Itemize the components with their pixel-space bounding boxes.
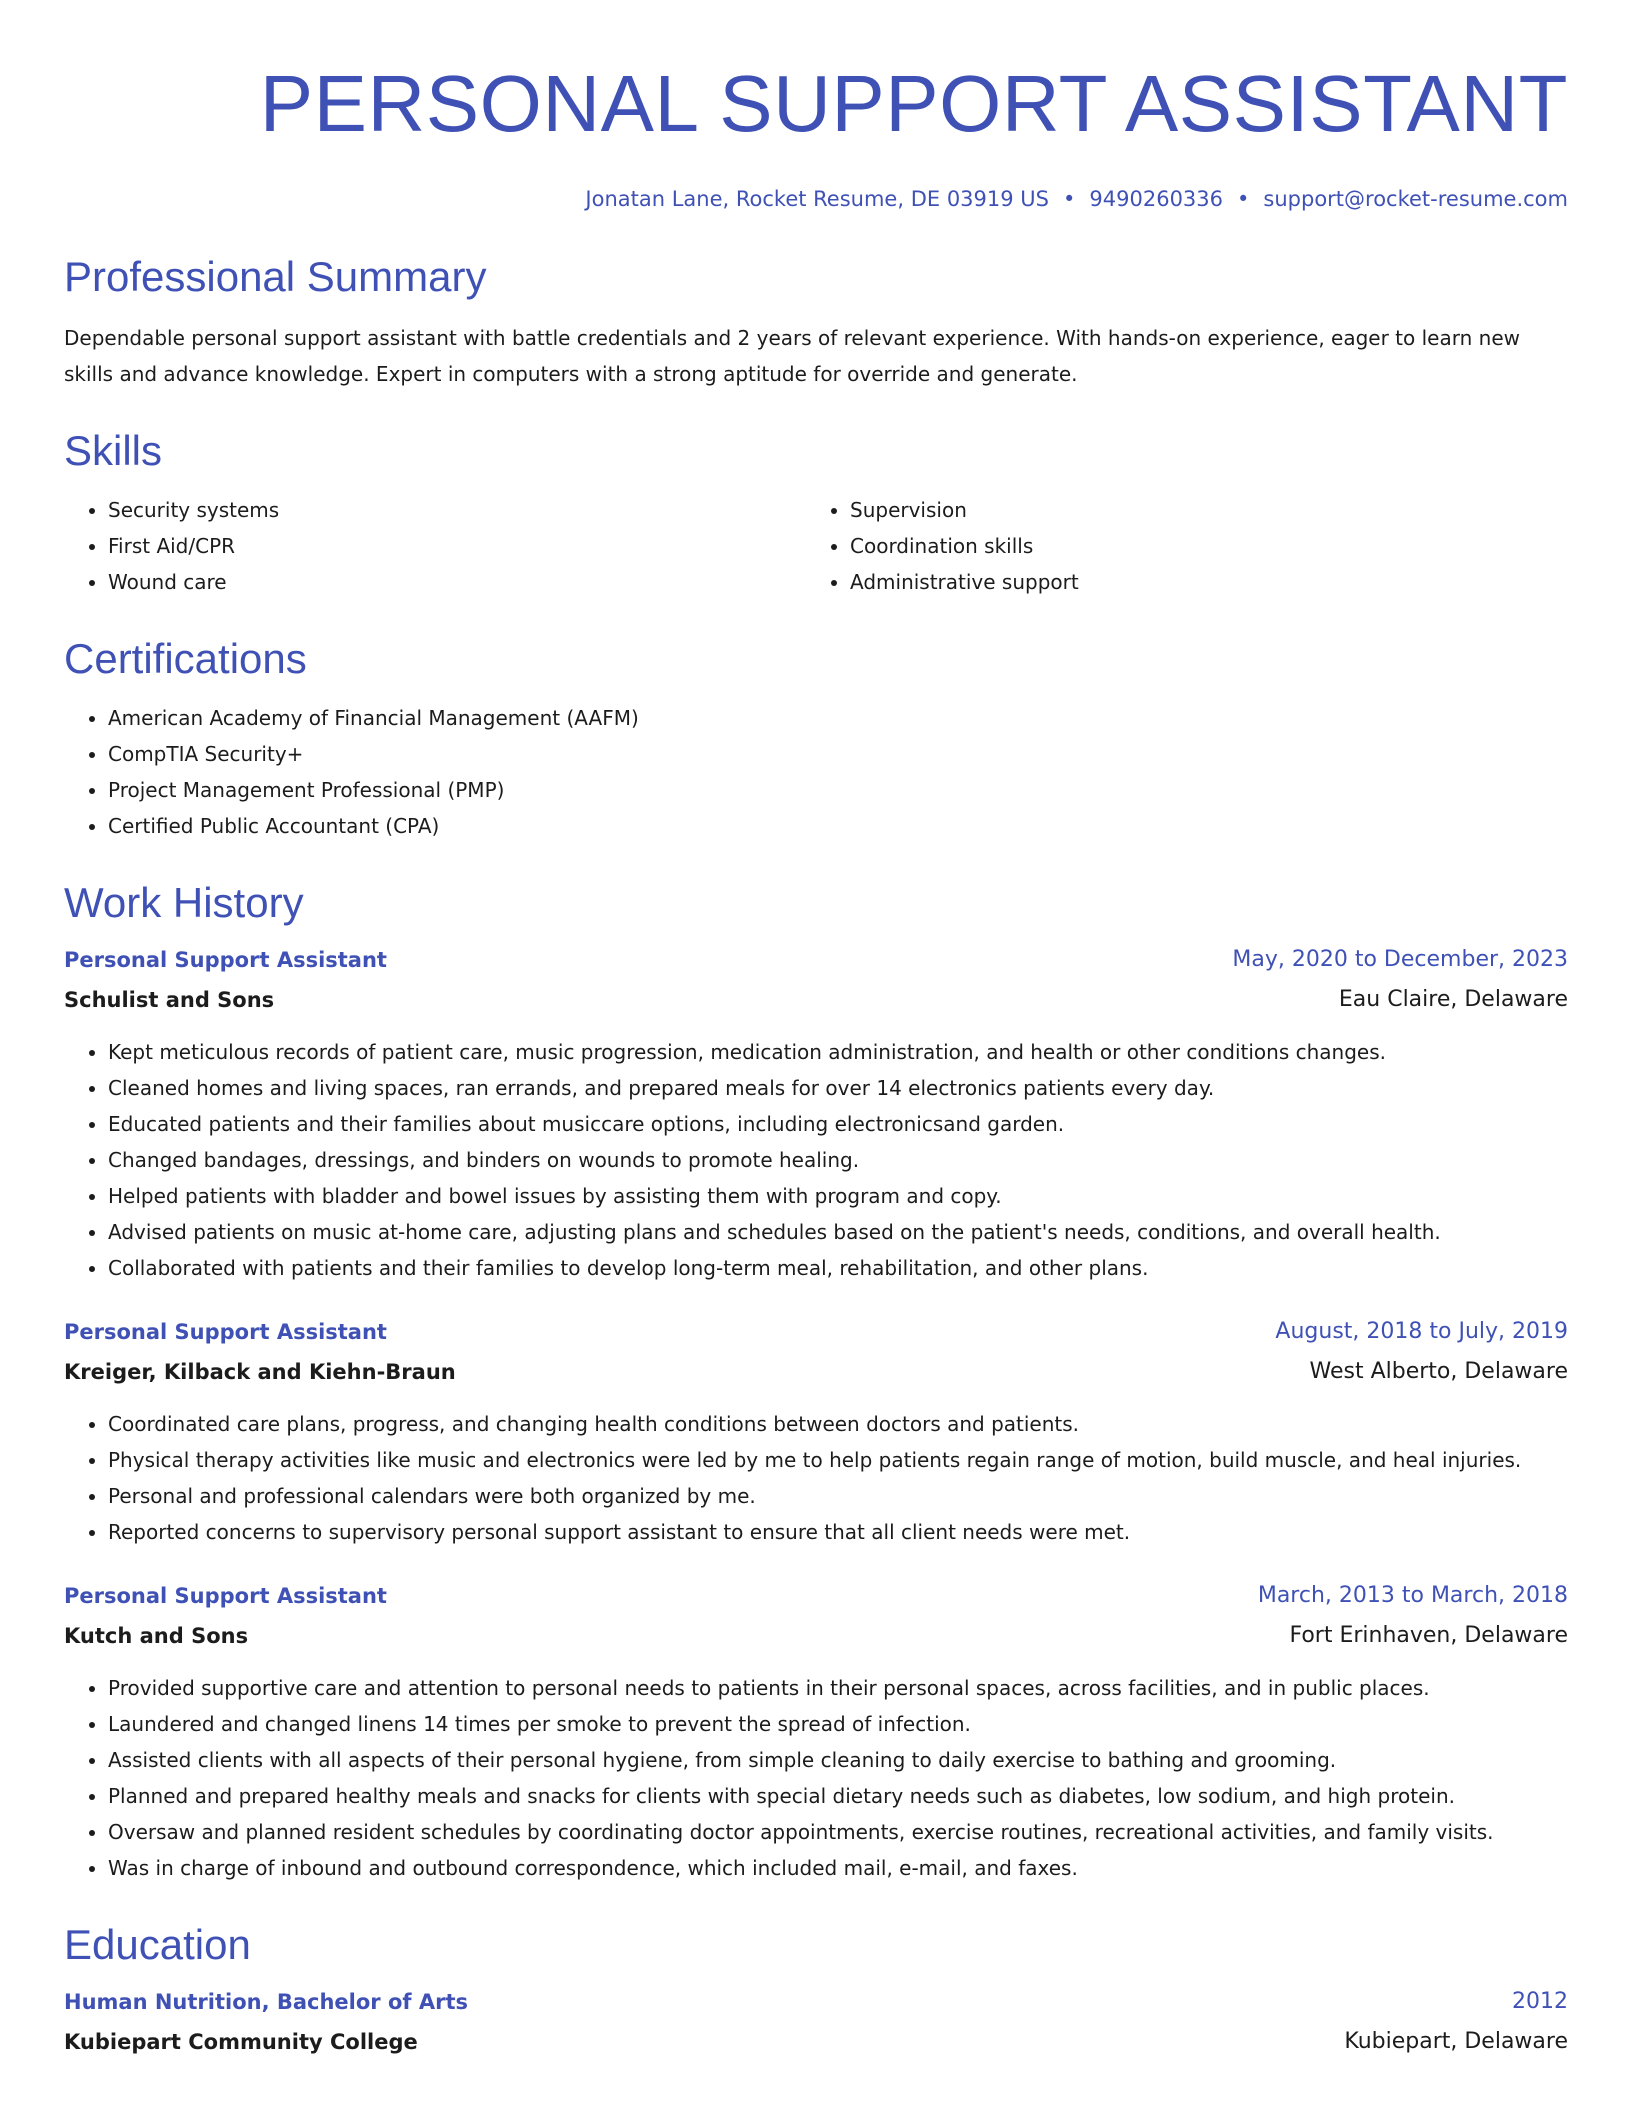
certification-item: • American Academy of Financial Management (AAFM) (108, 700, 1568, 736)
education-school: Kubiepart Community College (64, 2030, 418, 2054)
job-title: Personal Support Assistant (64, 948, 387, 972)
job-bullet: • Oversaw and planned resident schedules by coordinating doctor appointments, exercise routines, recreational activities, and family visits. (108, 1814, 1568, 1850)
summary-section (64, 250, 1568, 392)
education-location: Kubiepart, Delaware (1344, 2029, 1568, 2054)
job-title: Personal Support Assistant (64, 1584, 387, 1608)
job-location: Eau Claire, Delaware (1338, 987, 1568, 1012)
job-company: Schulist and Sons (64, 988, 275, 1012)
job-bullet: • Reported concerns to supervisory personal support assistant to ensure that all client needs were met. (108, 1514, 1568, 1550)
job-location: Fort Erinhaven, Delaware (1289, 1623, 1568, 1648)
certification-item: • CompTIA Security+ (108, 736, 1568, 772)
skills-list-left (64, 492, 806, 600)
job-dates: May, 2020 to December, 2023 (1232, 947, 1568, 972)
certification-item: • Project Management Professional (PMP) (108, 772, 1568, 808)
education-year: 2012 (1512, 1989, 1568, 2014)
job-header (64, 1578, 1568, 1614)
contact-separator: • (1237, 187, 1250, 211)
skill-item: • Supervision (850, 492, 1548, 528)
job-title: Personal Support Assistant (64, 1320, 387, 1344)
contact-separator: • (1063, 187, 1076, 211)
resume-page (64, 0, 1568, 2060)
job-header (64, 1314, 1568, 1350)
job-bullet: • Collaborated with patients and their families to develop long-term meal, rehabilitation, and other plans. (108, 1250, 1568, 1286)
job-entry (64, 1314, 1568, 1550)
job-bullet: • Coordinated care plans, progress, and changing health conditions between doctors and patients. (108, 1406, 1568, 1442)
job-subheader (64, 1618, 1568, 1654)
resume-title: PERSONAL SUPPORT ASSISTANT (259, 59, 1568, 148)
job-entry (64, 942, 1568, 1286)
skills-section (64, 424, 1568, 600)
job-bullet: • Was in charge of inbound and outbound correspondence, which included mail, e-mail, and faxes. (108, 1850, 1568, 1886)
summary-text: Dependable personal support assistant with battle credentials and 2 years of relevant experience. With hands-on experience, eager to learn new skills and advance knowledge. Expert in computers with a strong aptitude for override and generate. (64, 326, 1520, 386)
education-degree: Human Nutrition, Bachelor of Arts (64, 1990, 468, 2014)
job-company: Kutch and Sons (64, 1624, 249, 1648)
job-dates: August, 2018 to July, 2019 (1275, 1319, 1568, 1344)
contact-line (64, 184, 1568, 214)
job-company: Kreiger, Kilback and Kiehn-Braun (64, 1360, 456, 1384)
job-bullets (64, 1034, 1568, 1286)
job-subheader (64, 1354, 1568, 1390)
job-bullet: • Changed bandages, dressings, and binders on wounds to promote healing. (108, 1142, 1568, 1178)
skill-item: • Security systems (108, 492, 806, 528)
job-bullet: • Planned and prepared healthy meals and snacks for clients with special dietary needs such as diabetes, low sodium, and high protein. (108, 1778, 1568, 1814)
skill-item: • Coordination skills (850, 528, 1548, 564)
work-history-section (64, 876, 1568, 1886)
certifications-section (64, 632, 1568, 844)
contact-phone: 9490260336 (1089, 187, 1224, 211)
job-bullet: • Provided supportive care and attention to personal needs to patients in their personal spaces, across facilities, and in public places. (108, 1670, 1568, 1706)
skill-item: • First Aid/CPR (108, 528, 806, 564)
section-heading: Skills (64, 427, 163, 474)
section-heading: Professional Summary (64, 253, 487, 300)
job-bullet: • Educated patients and their families about musiccare options, including electronicsand garden. (108, 1106, 1568, 1142)
contact-address: Jonatan Lane, Rocket Resume, DE 03919 US (585, 187, 1050, 211)
job-bullets (64, 1406, 1568, 1550)
job-subheader (64, 982, 1568, 1018)
job-bullet: • Cleaned homes and living spaces, ran errands, and prepared meals for over 14 electronics patients every day. (108, 1070, 1568, 1106)
education-entry (64, 1984, 1568, 2060)
job-bullet: • Kept meticulous records of patient care, music progression, medication administration, and health or other conditions changes. (108, 1034, 1568, 1070)
job-location: West Alberto, Delaware (1309, 1359, 1568, 1384)
education-subheader (64, 2024, 1568, 2060)
skills-column-left (64, 492, 806, 600)
skills-column-right (806, 492, 1548, 600)
job-bullet: • Advised patients on music at-home care, adjusting plans and schedules based on the patient's needs, conditions, and overall health. (108, 1214, 1568, 1250)
section-heading: Certifications (64, 635, 307, 682)
job-entry (64, 1578, 1568, 1886)
job-dates: March, 2013 to March, 2018 (1257, 1583, 1568, 1608)
certifications-list (64, 700, 1568, 844)
skills-columns (64, 492, 1568, 600)
certification-item: • Certified Public Accountant (CPA) (108, 808, 1568, 844)
skill-item: • Administrative support (850, 564, 1548, 600)
education-section (64, 1918, 1568, 2060)
job-bullets (64, 1670, 1568, 1886)
job-bullet: • Laundered and changed linens 14 times per smoke to prevent the spread of infection. (108, 1706, 1568, 1742)
skills-list-right (806, 492, 1548, 600)
job-bullet: • Physical therapy activities like music and electronics were led by me to help patients regain range of motion, build muscle, and heal injuries. (108, 1442, 1568, 1478)
job-bullet: • Helped patients with bladder and bowel issues by assisting them with program and copy. (108, 1178, 1568, 1214)
skill-item: • Wound care (108, 564, 806, 600)
section-heading: Education (64, 1921, 251, 1968)
job-header (64, 942, 1568, 978)
job-bullet: • Assisted clients with all aspects of their personal hygiene, from simple cleaning to daily exercise to bathing and grooming. (108, 1742, 1568, 1778)
job-bullet: • Personal and professional calendars were both organized by me. (108, 1478, 1568, 1514)
contact-email: support@rocket-resume.com (1263, 187, 1568, 211)
education-header (64, 1984, 1568, 2020)
section-heading: Work History (64, 879, 304, 926)
